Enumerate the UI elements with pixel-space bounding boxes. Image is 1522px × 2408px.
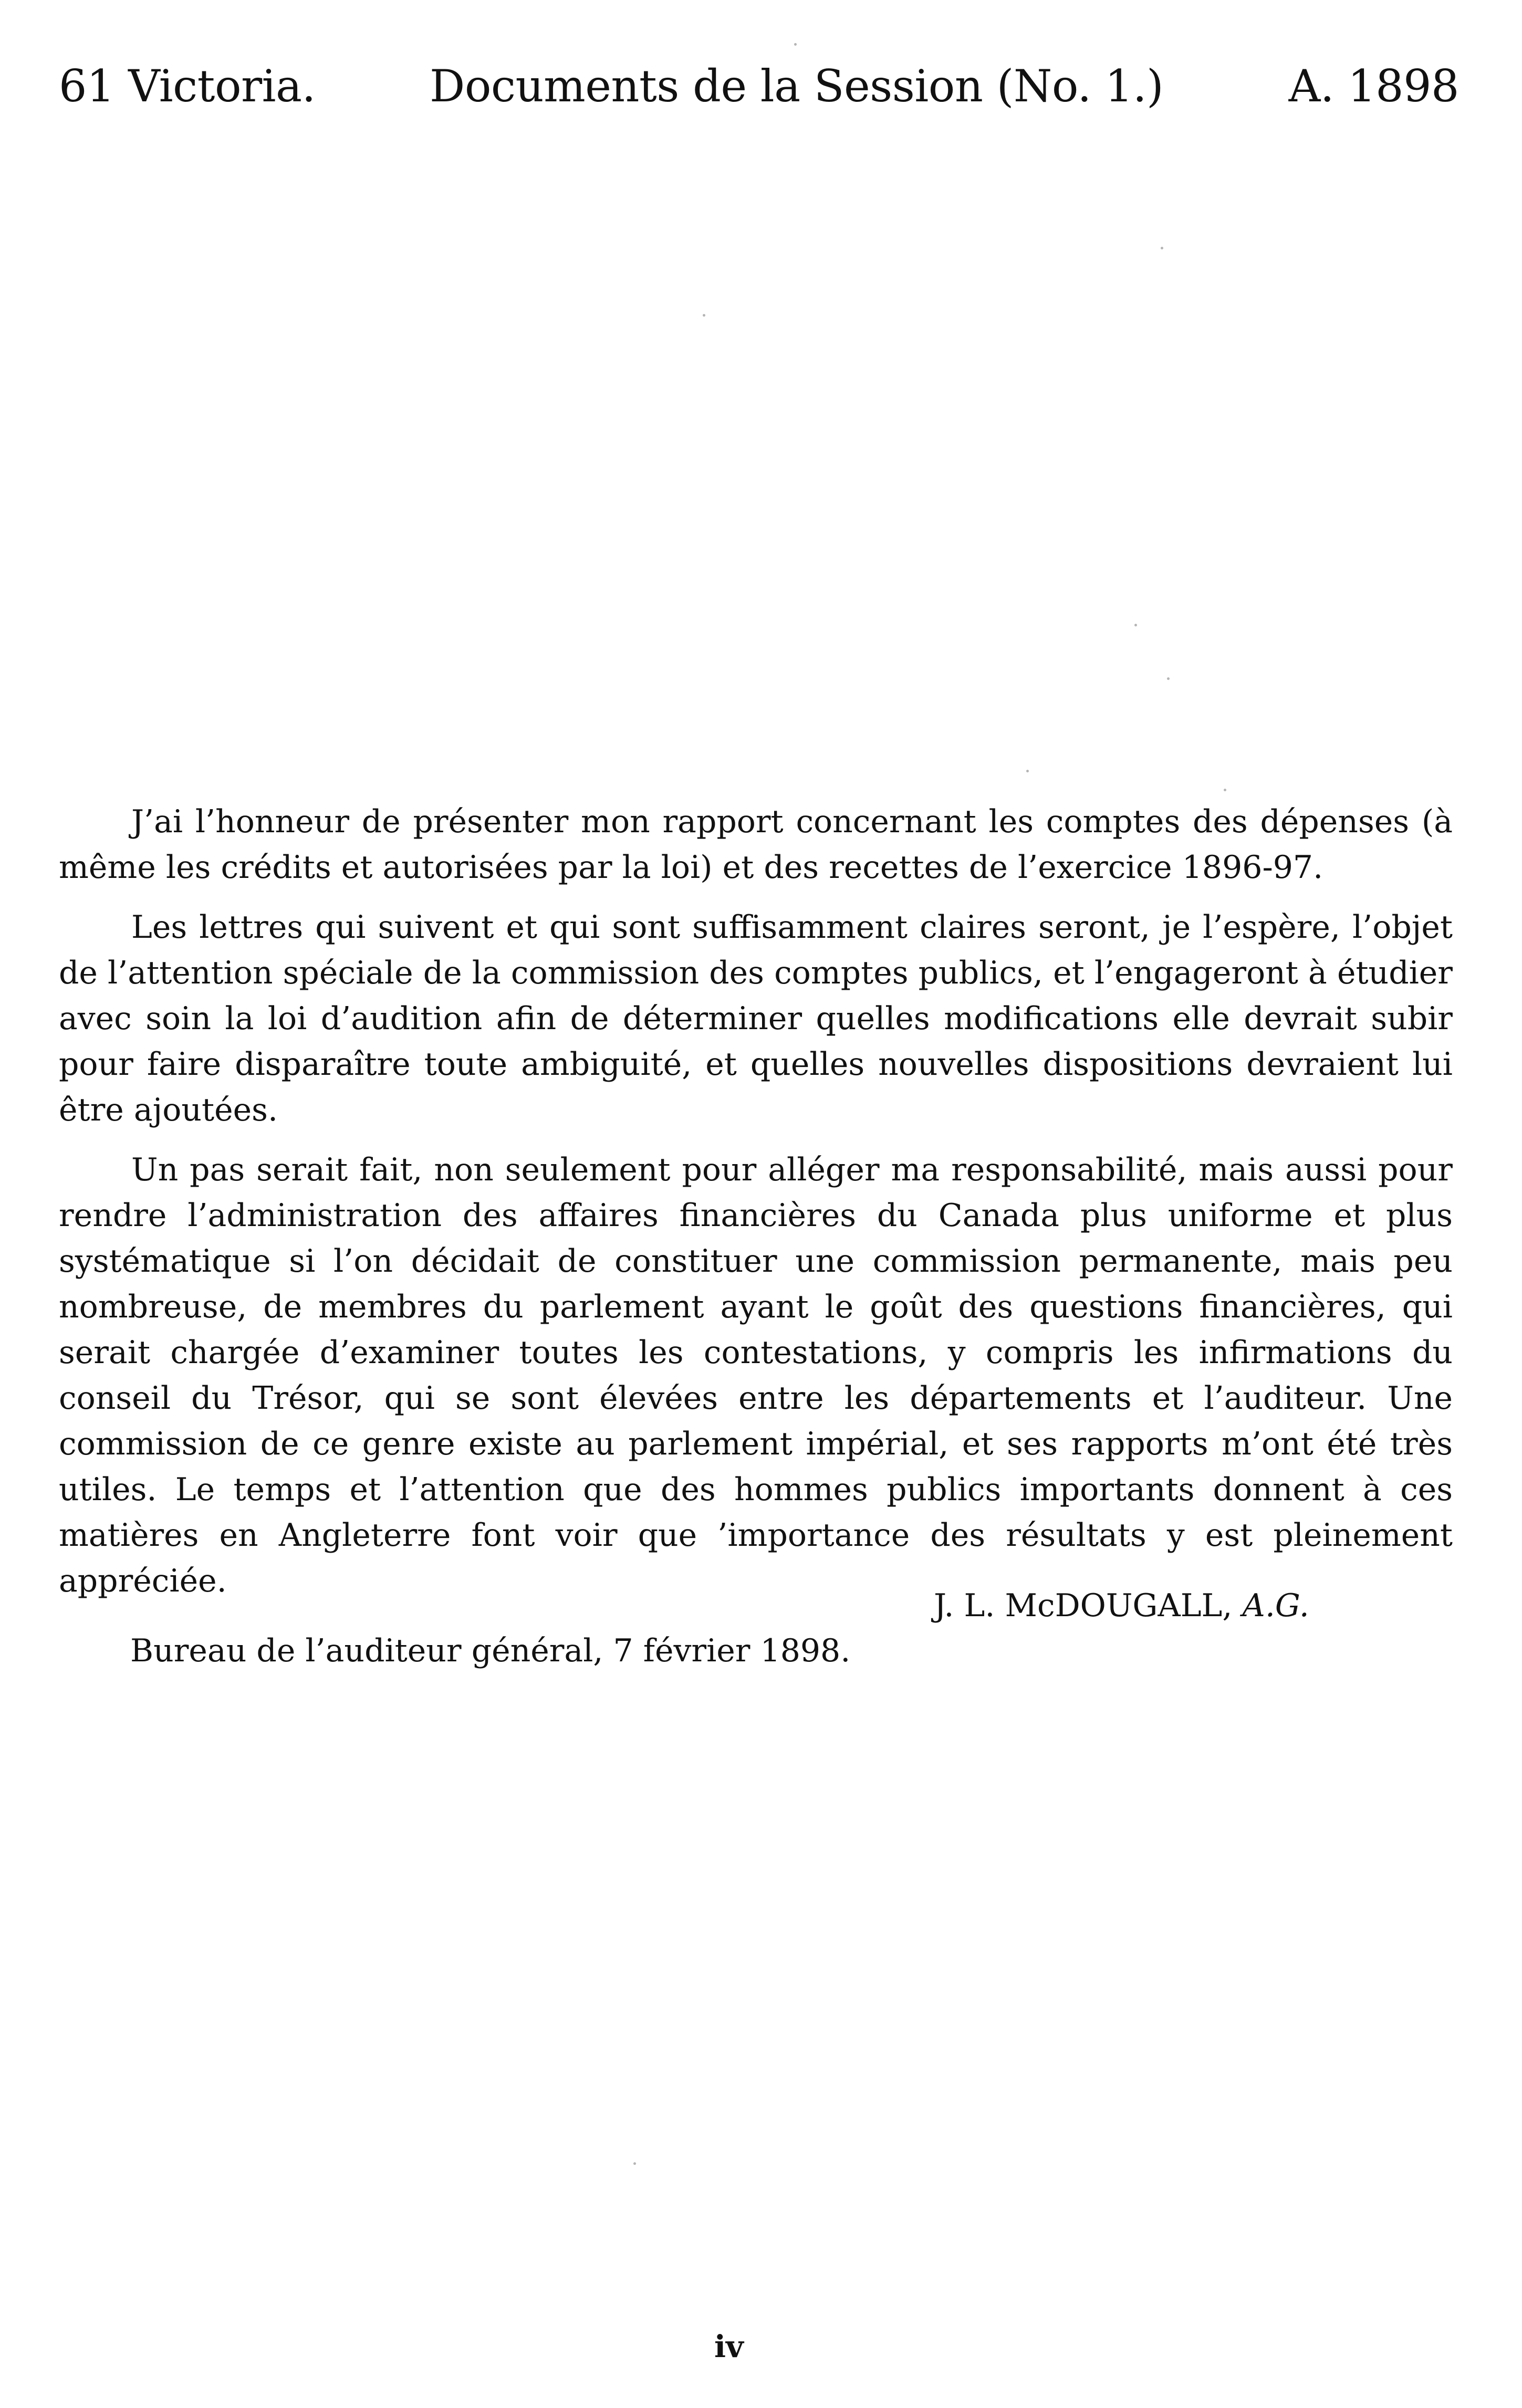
- place-and-date: Bureau de l’auditeur général, 7 février 1898.: [130, 1632, 851, 1669]
- header-title: Documents de la Session (No. 1.): [430, 60, 1164, 112]
- scan-speck: [1161, 247, 1163, 249]
- letter-paragraph: J’ai l’honneur de présenter mon rapport concernant les comptes des dépenses (à même les crédits et autorisées par la loi) et des recettes de l’exercice 1896-97.: [59, 803, 1453, 886]
- scan-speck: [1167, 677, 1170, 680]
- scan-speck: [1134, 624, 1137, 626]
- signature-block: [934, 1587, 1309, 1624]
- header-year: A. 1898: [1288, 60, 1459, 112]
- scan-speck: [703, 314, 705, 317]
- scan-speck: [1224, 789, 1226, 791]
- header-regnal-year: 61 Victoria.: [59, 60, 316, 112]
- page-number: iv: [714, 2329, 744, 2364]
- scan-speck: [633, 2162, 636, 2165]
- letter-paragraph: Les lettres qui suivent et qui sont suffisamment claires seront, je l’espère, l’objet de l’attention spéciale de la commission des comptes publics, et l’engageront à étudier avec soin la loi d’audition afin de déterminer quelles modifications elle devrait subir pour faire disparaître toute ambiguité, et quelles nouvelles dispositions devraient lui être ajoutées.: [59, 909, 1453, 1128]
- scan-speck: [1026, 770, 1029, 772]
- signatory-title: A.G.: [1242, 1587, 1309, 1624]
- letter-paragraph: Un pas serait fait, non seulement pour alléger ma responsabilité, mais aussi pour rendre l’administration des affaires financières du Canada plus uniforme et plus systématique si l’on décidait de constituer une commission permanente, mais peu nombreuse, de membres du parlement ayant le goût des questions financières, qui serait chargée d’examiner toutes les contestations, y compris les infirmations du conseil du Trésor, qui se sont élevées entre les départements et l’auditeur. Une commission de ce genre existe au parlement impérial, et ses rapports m’ont été très utiles. Le temps et l’attention que des hommes publics importants donnent à ces matières en Angleterre font voir que ’importance des résultats y est pleinement appréciée.: [59, 1151, 1453, 1599]
- letter-body: [59, 799, 1453, 1618]
- signatory-name: J. L. McDOUGALL,: [934, 1587, 1233, 1624]
- scan-speck: [794, 43, 797, 46]
